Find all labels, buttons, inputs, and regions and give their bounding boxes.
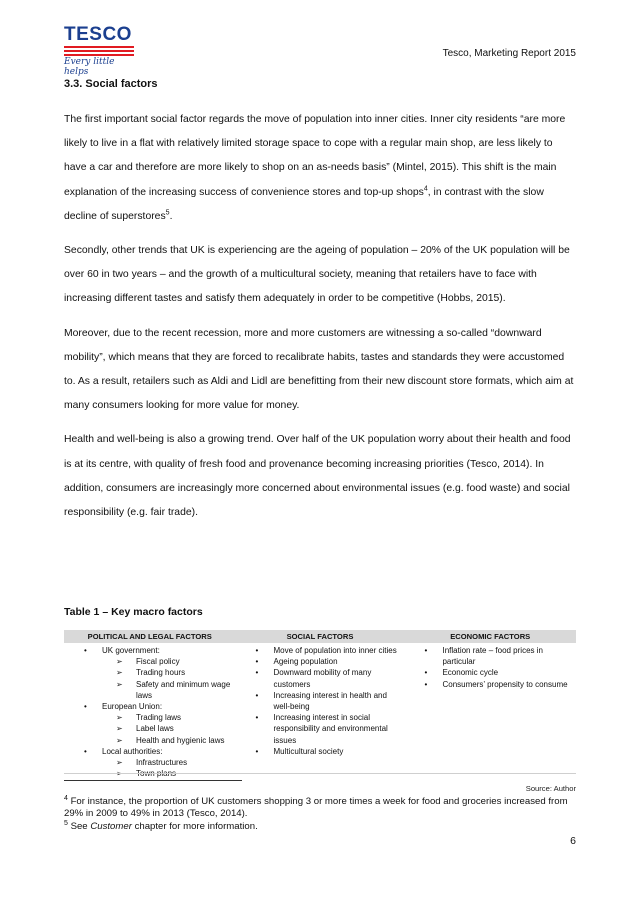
arrow-bullet-icon: ➢ <box>116 713 123 723</box>
logo-tagline: Every little helps <box>64 57 115 77</box>
list-item: • Increasing interest in social responsibility and environmental issues <box>255 713 388 745</box>
paragraph-2: Secondly, other trends that UK is experiencing are the ageing of population – 20% of the UK population will be over 60 in two years – and the growth of a multicultural society, meaning that retailers have to face with increasing different tastes and satisfy them adequately in order to be competitive (Hobbs, 2015). <box>64 245 570 305</box>
bullet-icon: • <box>255 746 259 756</box>
bullet-icon: • <box>424 679 428 689</box>
list-item: • Increasing interest in health and well-being <box>255 690 387 712</box>
list-item: • Consumers’ propensity to consume <box>424 679 568 689</box>
list-item: • Downward mobility of many customers <box>255 668 372 689</box>
logo-stripes <box>64 46 134 56</box>
footnote-5: $^5$ See Customer chapter for more information. <box>64 819 258 832</box>
list-item: • European Union: ➢ Trading laws ➢ Label laws ➢ Health and hygienic laws <box>64 701 236 746</box>
paragraph-4: Health and well-being is also a growing trend. Over half of the UK population worry about their health and food is at its centre, with quality of fresh food and provenance becoming increasing priorities (Tesco, 2014). In addition, consumers are increasingly more concerned about environmental issues (e.g. food waste) and social responsibility (e.g. fair trade). <box>64 434 571 519</box>
bullet-icon: • <box>255 713 259 723</box>
bullet-icon: • <box>255 646 259 655</box>
list-item: ➢ Fiscal policy <box>116 657 180 667</box>
bullet-icon: • <box>424 668 428 678</box>
list-item: ➢ Trading laws <box>116 713 182 723</box>
social-column <box>236 643 405 779</box>
page-number: 6 <box>570 835 576 847</box>
arrow-bullet-icon: ➢ <box>116 657 123 667</box>
footnotes <box>64 796 576 833</box>
list-item: ➢ Safety and minimum wage laws <box>116 679 231 700</box>
list-item: • Inflation rate – food prices in particular <box>424 646 543 667</box>
header-political: POLITICAL AND LEGAL FACTORS <box>64 630 236 643</box>
list-item: ➢ Town plans <box>116 769 177 779</box>
footnote-separator <box>64 780 242 781</box>
table-title: Table 1 – Key macro factors <box>64 606 203 618</box>
footnote-4: $^4$ For instance, the proportion of UK customers shopping 3 or more times a week for food and groceries increased from 29% in 2009 to 49% in 2013 (Tesco, 2014). <box>64 794 568 820</box>
list-item: • Ageing population <box>255 657 338 667</box>
table-bottom-rule <box>64 773 576 774</box>
paragraph-1: The first important social factor regards the move of population into inner cities. Inner city residents “are more likely to live in a flat with relatively limited storage space to cope with a regular main shop, are less likely to have a car and therefore are more likely to shop on an as-needs basis” (Mintel, 2015). This shift is the main explanation of the increasing success of convenience stores and top-up shops$^4$, in contrast with the slow decline of superstores$^5$. <box>64 114 566 222</box>
list-item: ➢ Health and hygienic laws <box>116 735 225 745</box>
list-item: • Move of population into inner cities <box>255 646 397 655</box>
tesco-logo <box>64 25 140 77</box>
footnote-ref-5: 5 <box>165 209 170 217</box>
footnote-ref-4: 4 <box>423 185 428 193</box>
macro-factors-table <box>64 630 576 779</box>
political-column <box>64 643 236 779</box>
list-item: ➢ Infrastructures <box>116 758 188 768</box>
header-economic: ECONOMIC FACTORS <box>404 630 576 643</box>
running-title: Tesco, Marketing Report 2015 <box>442 48 576 59</box>
bullet-icon: • <box>255 690 259 700</box>
bullet-icon: • <box>84 746 87 756</box>
arrow-bullet-icon: ➢ <box>116 679 123 689</box>
economic-column <box>404 643 576 779</box>
table-source: Source: Author <box>525 784 576 793</box>
bullet-icon: • <box>424 646 428 655</box>
paragraph-3: Moreover, due to the recent recession, more and more customers are witnessing a so-called “downward mobility”, which means that they are forced to recalibrate habits, tastes and standards they were accustomed to. As a result, retailers such as Aldi and Lidl are benefitting from their new discount store formats, which aim at many consumers looking for more value for money. <box>64 327 574 412</box>
header-social: SOCIAL FACTORS <box>236 630 405 643</box>
list-item: • Multicultural society <box>255 746 344 756</box>
bullet-icon: • <box>84 646 87 655</box>
bullet-icon: • <box>255 657 259 667</box>
arrow-bullet-icon: ➢ <box>116 758 123 768</box>
arrow-bullet-icon: ➢ <box>116 724 123 734</box>
arrow-bullet-icon: ➢ <box>116 668 123 678</box>
arrow-bullet-icon: ➢ <box>116 735 123 745</box>
list-item: • Economic cycle <box>424 668 499 678</box>
list-item: ➢ Trading hours <box>116 668 186 678</box>
logo-wordmark: TESCO <box>64 24 132 45</box>
bullet-icon: • <box>84 702 87 712</box>
body-text <box>64 108 576 535</box>
bullet-icon: • <box>255 668 259 678</box>
list-item: • Local authorities: ➢ Infrastructures ➢ Town plans <box>64 746 236 780</box>
section-title: 3.3. Social factors <box>64 78 158 90</box>
arrow-bullet-icon: ➢ <box>116 769 123 779</box>
list-item: • UK government: ➢ Fiscal policy ➢ Trading hours ➢ Safety and minimum wage laws <box>64 645 236 701</box>
list-item: ➢ Label laws <box>116 724 174 734</box>
